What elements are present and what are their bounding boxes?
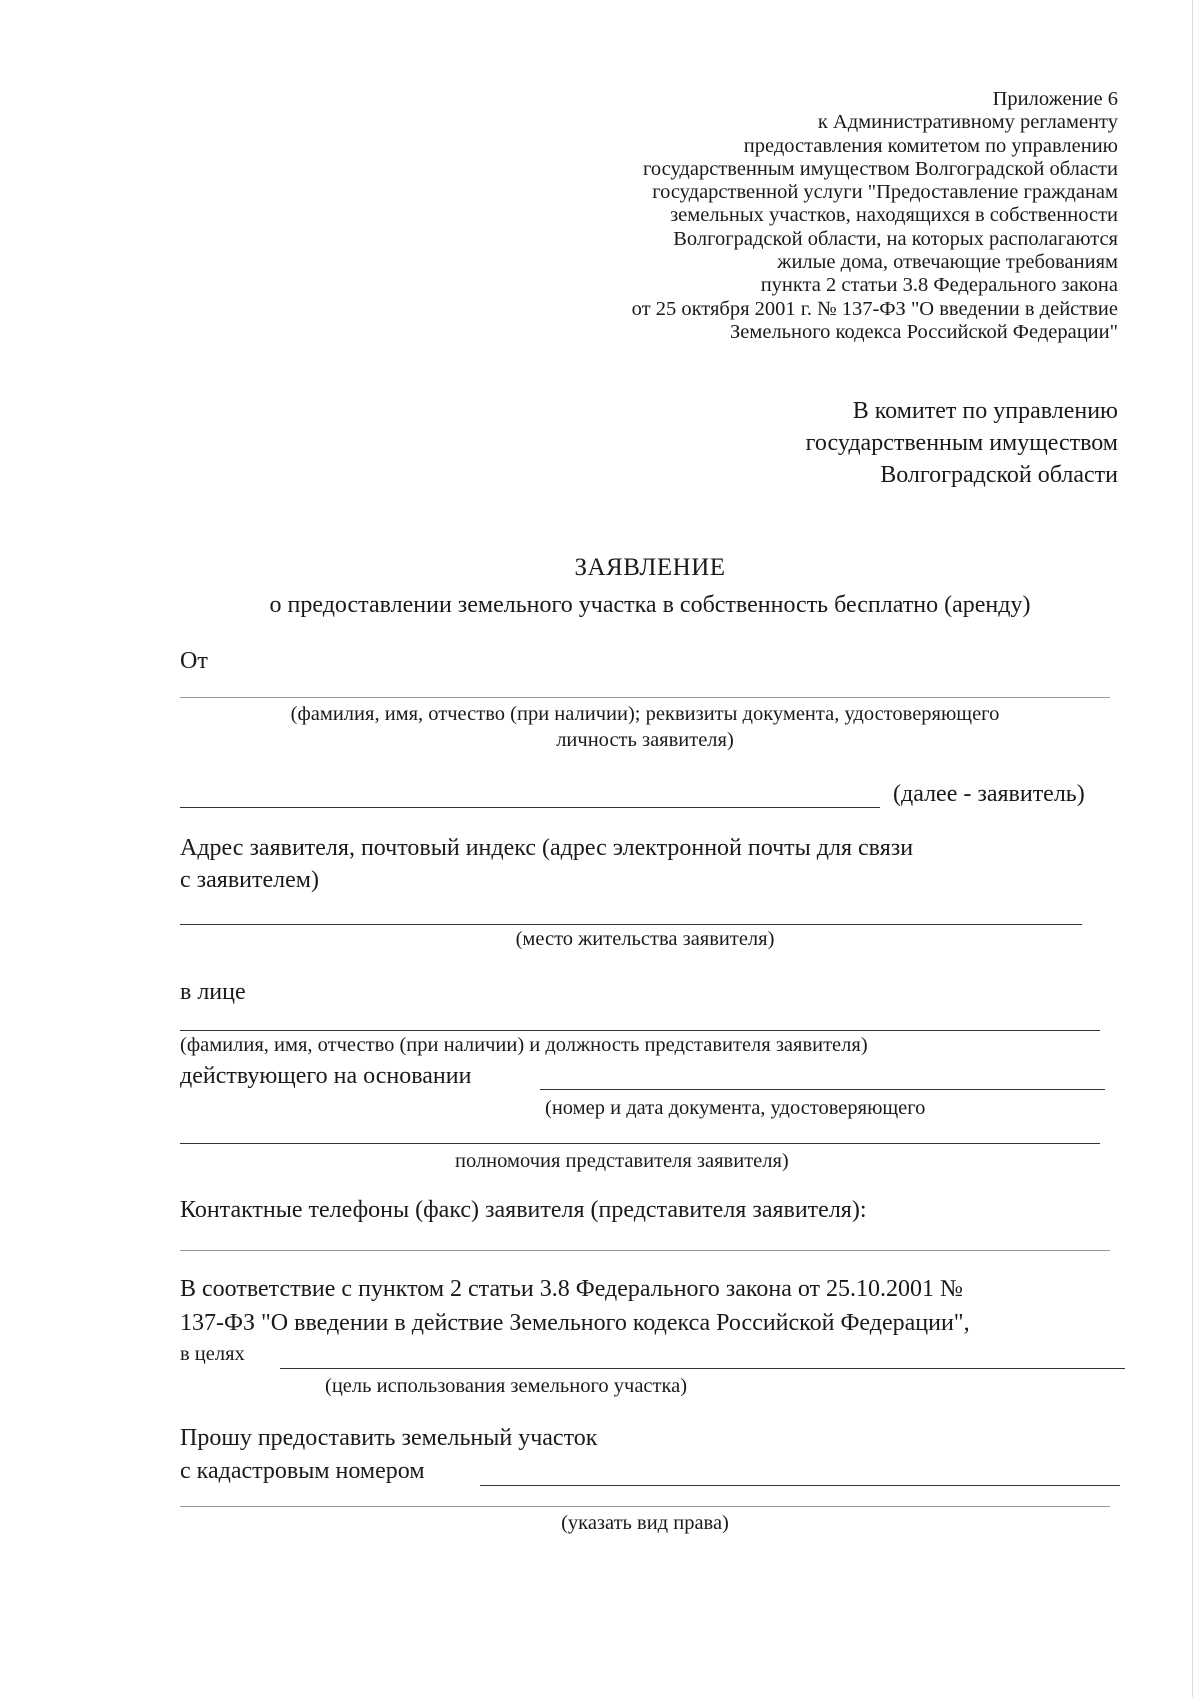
purpose-hint: (цель использования земельного участка) bbox=[325, 1375, 688, 1397]
scan-edge bbox=[1192, 0, 1193, 1697]
representative-hint: (фамилия, имя, отчество (при наличии) и должность представителя заявителя) bbox=[180, 1034, 868, 1056]
address-line[interactable] bbox=[180, 924, 1082, 925]
contacts-label: Контактные телефоны (факс) заявителя (представителя заявителя): bbox=[180, 1197, 867, 1223]
basis-line[interactable] bbox=[540, 1089, 1105, 1090]
header-line: от 25 октября 2001 г. № 137-ФЗ "О введении в действие bbox=[631, 297, 1118, 320]
addressee-line: Волгоградской области bbox=[880, 462, 1118, 488]
addressee-line: государственным имуществом bbox=[805, 430, 1118, 456]
basis-label: действующего на основании bbox=[180, 1063, 472, 1089]
right-type-hint: (указать вид права) bbox=[561, 1512, 729, 1534]
purpose-line[interactable] bbox=[280, 1368, 1125, 1369]
cadastral-label: с кадастровым номером bbox=[180, 1458, 425, 1484]
header-line: государственным имуществом Волгоградской области bbox=[642, 157, 1118, 180]
document-title: ЗАЯВЛЕНИЕ bbox=[574, 554, 726, 581]
header-line: земельных участков, находящихся в собственности bbox=[670, 204, 1118, 227]
header-line: Волгоградской области, на которых располагаются bbox=[673, 227, 1118, 250]
representative-line[interactable] bbox=[180, 1030, 1100, 1031]
from-label: От bbox=[180, 648, 208, 674]
cadastral-line[interactable] bbox=[480, 1485, 1120, 1486]
right-type-line[interactable] bbox=[180, 1506, 1110, 1507]
request-text: Прошу предоставить земельный участок bbox=[180, 1425, 598, 1451]
header-line: пункта 2 статьи 3.8 Федерального закона bbox=[760, 274, 1118, 297]
basis-hint-2: полномочия представителя заявителя) bbox=[455, 1150, 789, 1172]
address-hint: (место жительства заявителя) bbox=[515, 928, 775, 950]
contacts-line[interactable] bbox=[180, 1250, 1110, 1251]
header-line: к Административному регламенту bbox=[817, 111, 1118, 134]
from-hint-1: (фамилия, имя, отчество (при наличии); реквизиты документа, удостоверяющего bbox=[290, 703, 1000, 725]
law-text-2: 137-ФЗ "О введении в действие Земельного кодекса Российской Федерации", bbox=[180, 1310, 970, 1336]
header-line: предоставления комитетом по управлению bbox=[743, 134, 1118, 157]
from-name-line[interactable] bbox=[180, 697, 1110, 698]
document-subtitle: о предоставлении земельного участка в собственность бесплатно (аренду) bbox=[269, 592, 1031, 618]
purpose-label: в целях bbox=[180, 1343, 245, 1365]
header-line: Приложение 6 bbox=[992, 88, 1118, 110]
applicant-suffix: (далее - заявитель) bbox=[893, 781, 1085, 807]
header-line: жилые дома, отвечающие требованиям bbox=[777, 251, 1118, 274]
applicant-line[interactable] bbox=[180, 807, 880, 808]
representative-label: в лице bbox=[180, 979, 246, 1005]
addressee-line: В комитет по управлению bbox=[852, 398, 1118, 424]
appendix-header bbox=[632, 88, 1118, 344]
law-text-1: В соответствие с пунктом 2 статьи 3.8 Федерального закона от 25.10.2001 № bbox=[180, 1276, 963, 1302]
addressee-block bbox=[806, 395, 1118, 491]
basis-line-2[interactable] bbox=[180, 1143, 1100, 1144]
header-line: государственной услуги "Предоставление гражданам bbox=[652, 181, 1118, 204]
address-label-2: с заявителем) bbox=[180, 867, 319, 893]
basis-hint-1: (номер и дата документа, удостоверяющего bbox=[545, 1097, 926, 1119]
address-label-1: Адрес заявителя, почтовый индекс (адрес электронной почты для связи bbox=[180, 835, 914, 861]
from-hint-2: личность заявителя) bbox=[556, 729, 734, 751]
header-line: Земельного кодекса Российской Федерации" bbox=[730, 320, 1118, 343]
